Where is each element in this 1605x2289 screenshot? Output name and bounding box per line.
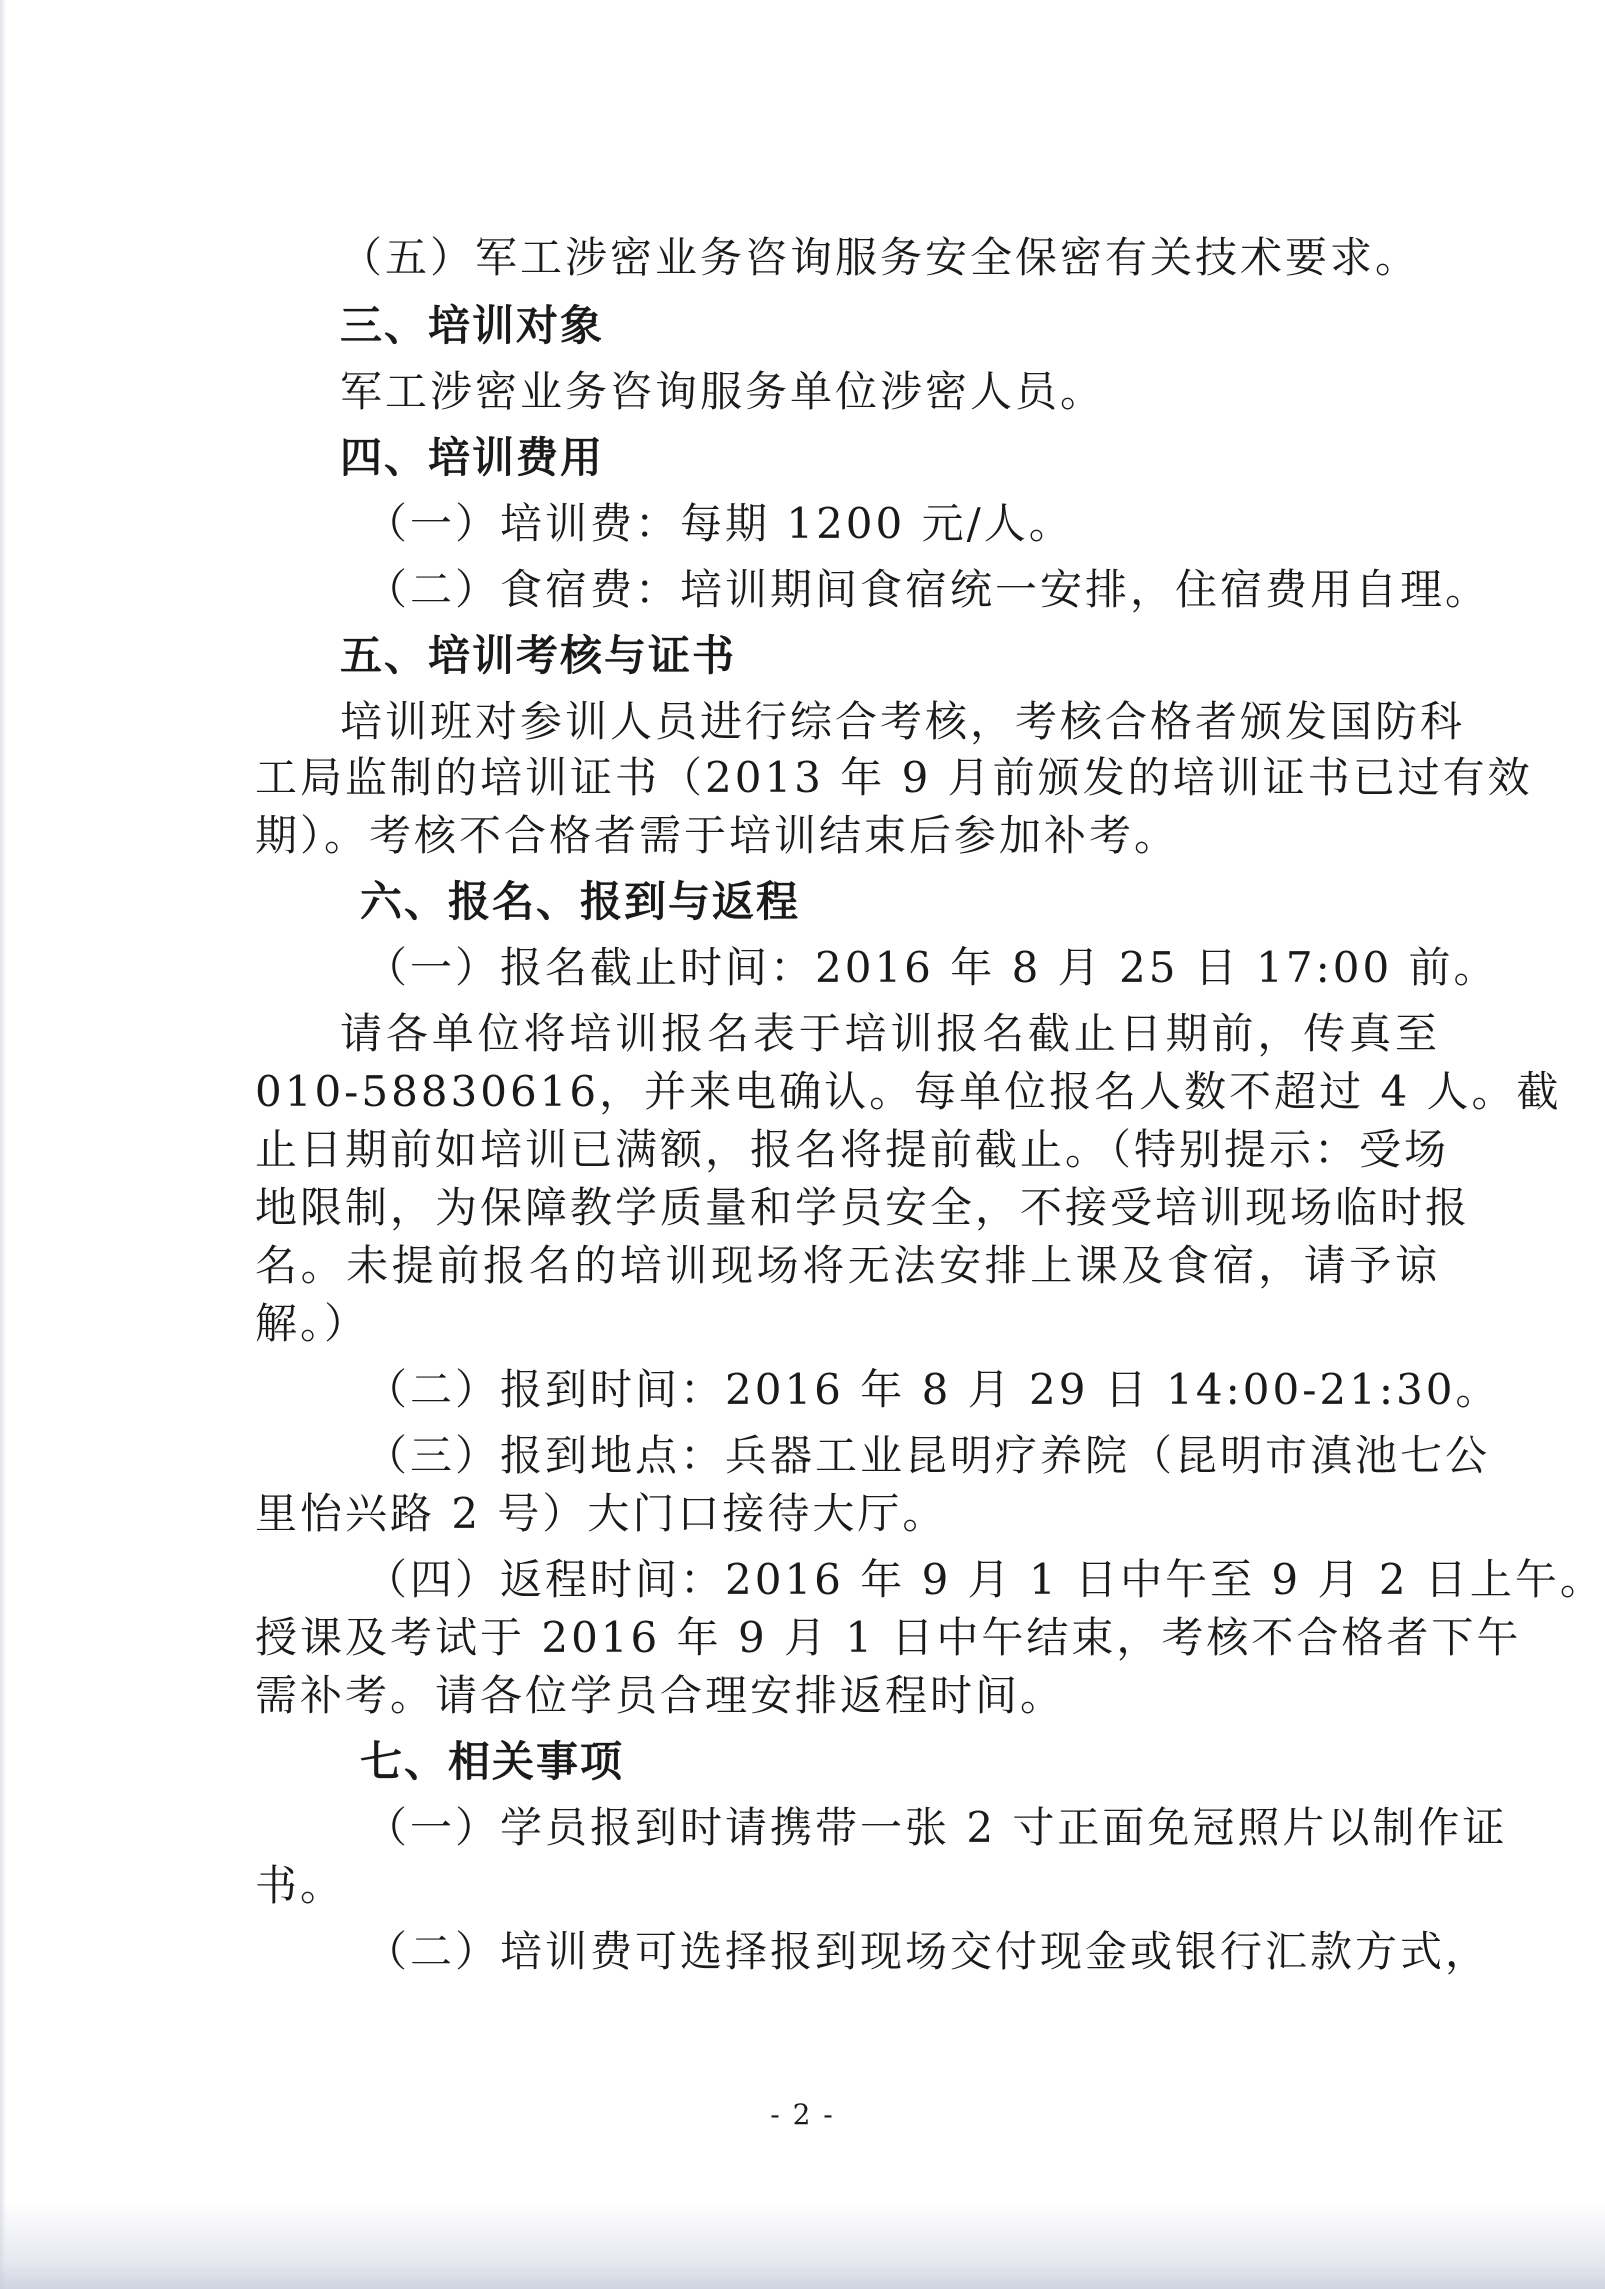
registration-line-2: 010-58830616，并来电确认。每单位报名人数不超过 4 人。截 [255,1067,1562,1116]
heading-6-registration: 六、报名、报到与返程 [360,877,801,926]
assessment-line-1: 培训班对参训人员进行综合考核，考核合格者颁发国防科 [340,697,1466,746]
item-5-requirements: （五）军工涉密业务咨询服务安全保密有关技术要求。 [340,233,1421,282]
registration-deadline: （一）报名截止时间：2016 年 8 月 25 日 17:00 前。 [365,943,1499,992]
checkin-location-line-1: （三）报到地点：兵器工业昆明疗养院（昆明市滇池七公 [365,1431,1491,1480]
registration-line-1: 请各单位将培训报名表于培训报名截止日期前，传真至 [340,1009,1440,1058]
registration-line-3: 止日期前如培训已满额，报名将提前截止。（特别提示：受场 [255,1125,1450,1174]
matter-1-line-2: 书。 [255,1861,346,1910]
matter-2-line-1: （二）培训费可选择报到现场交付现金或银行汇款方式， [365,1927,1491,1976]
registration-line-5: 名。未提前报名的培训现场将无法安排上课及食宿，请予谅 [255,1241,1440,1290]
return-time-line-2: 授课及考试于 2016 年 9 月 1 日中午结束，考核不合格者下午 [255,1613,1522,1662]
return-time-line-3: 需补考。请各位学员合理安排返程时间。 [255,1671,1066,1720]
heading-5-assessment: 五、培训考核与证书 [340,631,737,680]
matter-1-line-1: （一）学员报到时请携带一张 2 寸正面免冠照片以制作证 [365,1803,1508,1852]
fee-item-2: （二）食宿费：培训期间食宿统一安排，住宿费用自理。 [365,565,1491,614]
scan-edge-shadow [0,0,6,2289]
trainees-text: 军工涉密业务咨询服务单位涉密人员。 [340,367,1106,416]
registration-line-6: 解。） [255,1299,370,1348]
fee-item-1: （一）培训费：每期 1200 元/人。 [365,499,1074,548]
heading-7-related-matters: 七、相关事项 [360,1737,625,1786]
registration-line-4: 地限制，为保障教学质量和学员安全，不接受培训现场临时报 [255,1183,1471,1232]
scan-bottom-shadow [0,2200,1605,2289]
page-number: - 2 - [770,2098,835,2131]
return-time-line-1: （四）返程时间：2016 年 9 月 1 日中午至 9 月 2 日上午。 [365,1555,1605,1604]
assessment-line-2: 工局监制的培训证书（2013 年 9 月前颁发的培训证书已过有效 [255,753,1533,802]
assessment-line-3: 期）。考核不合格者需于培训结束后参加补考。 [255,811,1180,860]
heading-3-trainees: 三、培训对象 [340,301,605,350]
checkin-location-line-2: 里怡兴路 2 号）大门口接待大厅。 [255,1489,948,1538]
heading-4-fees: 四、培训费用 [340,433,605,482]
checkin-time: （二）报到时间：2016 年 8 月 29 日 14:00-21:30。 [365,1365,1501,1414]
